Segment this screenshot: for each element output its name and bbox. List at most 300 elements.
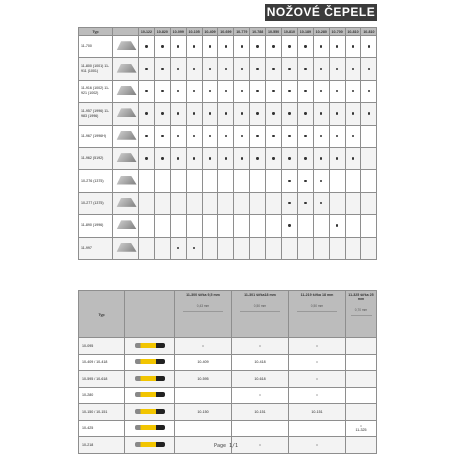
dot-icon xyxy=(304,135,306,137)
table-cell xyxy=(250,36,266,58)
dot-icon xyxy=(145,68,147,70)
dot-icon xyxy=(288,90,290,92)
dot-icon xyxy=(177,247,179,249)
table-cell xyxy=(361,80,377,102)
table-cell xyxy=(234,80,250,102)
row-label: 11-700 xyxy=(79,36,113,58)
table-cell xyxy=(282,147,298,169)
dot-icon xyxy=(256,112,258,114)
table-cell xyxy=(266,80,282,102)
table-cell xyxy=(170,125,186,147)
table-cell xyxy=(345,147,361,169)
table-cell xyxy=(346,354,377,371)
dot-icon xyxy=(209,68,211,70)
dot-icon xyxy=(304,68,306,70)
blade-icon xyxy=(115,153,137,162)
table-cell xyxy=(186,237,202,259)
dot-icon xyxy=(272,157,274,159)
table-cell xyxy=(186,58,202,80)
dot-icon xyxy=(304,112,306,114)
dot-icon xyxy=(161,45,163,47)
dot-icon xyxy=(352,157,354,159)
table-cell xyxy=(313,147,329,169)
table-cell xyxy=(170,80,186,102)
dot-icon xyxy=(288,157,290,159)
blade-icon xyxy=(115,220,137,229)
table-cell xyxy=(234,170,250,192)
row-label: 11-962 (5192) xyxy=(79,147,113,169)
dot-icon xyxy=(320,45,322,47)
dot-icon xyxy=(336,157,338,159)
table-cell xyxy=(250,58,266,80)
dot-icon xyxy=(336,224,338,226)
table-cell xyxy=(186,170,202,192)
blade-icon xyxy=(115,41,137,50)
table-cell xyxy=(186,192,202,214)
dot-icon xyxy=(145,45,147,47)
dot-icon xyxy=(225,68,227,70)
dot-icon xyxy=(272,45,274,47)
knife-icon xyxy=(135,343,165,348)
row-label: 10-150 / 10-151 xyxy=(79,404,125,421)
table-cell: 10-409 xyxy=(175,354,232,371)
table-cell xyxy=(313,215,329,237)
table-cell xyxy=(361,192,377,214)
blade-icon xyxy=(115,64,137,73)
dot-icon xyxy=(177,135,179,137)
page-title-banner: NOŽOVÉ ČEPELE xyxy=(266,5,376,19)
table-cell xyxy=(329,147,345,169)
table-cell xyxy=(139,147,155,169)
knife-image xyxy=(125,354,175,371)
table-row xyxy=(79,36,377,58)
table-row xyxy=(79,338,377,355)
table-cell xyxy=(361,58,377,80)
table-cell xyxy=(266,215,282,237)
row-label: 11-890 (1996) xyxy=(79,215,113,237)
dot-icon xyxy=(161,135,163,137)
table-cell xyxy=(282,192,298,214)
column-header xyxy=(346,291,377,338)
table-cell xyxy=(329,170,345,192)
table-cell xyxy=(345,125,361,147)
table-cell xyxy=(139,215,155,237)
table-cell xyxy=(345,237,361,259)
dot-icon xyxy=(193,157,195,159)
table-cell xyxy=(313,125,329,147)
table-cell xyxy=(234,103,250,125)
row-label: 10-280 xyxy=(79,387,125,404)
table-cell xyxy=(361,215,377,237)
table-cell xyxy=(282,125,298,147)
dot-icon xyxy=(209,135,211,137)
table-cell: 10-618 xyxy=(232,371,289,388)
table-row xyxy=(79,125,377,147)
blade-line xyxy=(240,311,279,312)
table-cell: • xyxy=(232,338,289,355)
table-cell xyxy=(154,58,170,80)
table-row xyxy=(79,215,377,237)
table-cell: • xyxy=(232,387,289,404)
table-cell xyxy=(170,237,186,259)
dot-icon xyxy=(320,90,322,92)
table-cell xyxy=(282,58,298,80)
table-cell xyxy=(297,80,313,102)
dot-icon xyxy=(161,68,163,70)
knife-icon xyxy=(135,359,165,364)
row-label: 11-997 xyxy=(79,237,113,259)
dot-icon xyxy=(177,45,179,47)
column-header: 10-550 xyxy=(266,28,282,36)
table-cell xyxy=(218,58,234,80)
knife-icon xyxy=(135,409,165,414)
column-header: 10-280 xyxy=(313,28,329,36)
table-cell xyxy=(234,215,250,237)
dot-icon xyxy=(241,112,243,114)
blade-image xyxy=(113,36,139,58)
table-cell: • xyxy=(175,338,232,355)
dot-icon xyxy=(352,45,354,47)
table-cell xyxy=(232,420,289,437)
table-cell xyxy=(297,147,313,169)
dot-icon xyxy=(288,45,290,47)
dot-icon xyxy=(256,45,258,47)
table-cell xyxy=(202,215,218,237)
column-title: 11-219 šířka 18 mm xyxy=(300,293,334,297)
knife-image xyxy=(125,338,175,355)
table-cell xyxy=(170,192,186,214)
dot-icon xyxy=(336,68,338,70)
table-cell xyxy=(345,103,361,125)
table-cell xyxy=(218,215,234,237)
dot-icon xyxy=(177,68,179,70)
table-row xyxy=(79,387,377,404)
table-cell xyxy=(361,103,377,125)
table-cell xyxy=(329,237,345,259)
blade-image xyxy=(113,192,139,214)
table-cell xyxy=(313,170,329,192)
column-header xyxy=(175,291,232,338)
row-label: 10-218 xyxy=(79,437,125,454)
table-cell xyxy=(175,420,232,437)
column-header: 10-105 xyxy=(186,28,202,36)
table-row xyxy=(79,354,377,371)
table-cell xyxy=(218,237,234,259)
table-cell xyxy=(139,80,155,102)
column-header: 10-810 xyxy=(282,28,298,36)
table-cell xyxy=(329,103,345,125)
table-cell xyxy=(234,237,250,259)
table-cell xyxy=(154,36,170,58)
dot-icon xyxy=(272,112,274,114)
dot-icon xyxy=(368,112,370,114)
table-row xyxy=(79,103,377,125)
table-cell xyxy=(250,237,266,259)
blade-icon xyxy=(115,198,137,207)
blade-thickness: 0,50 mm xyxy=(253,304,267,308)
table-cell xyxy=(170,170,186,192)
table-cell xyxy=(266,58,282,80)
dot-icon xyxy=(336,90,338,92)
table-cell xyxy=(329,80,345,102)
table-cell xyxy=(297,125,313,147)
table-cell xyxy=(361,170,377,192)
table-cell xyxy=(345,215,361,237)
table-cell xyxy=(266,125,282,147)
dot-icon xyxy=(161,90,163,92)
table-cell xyxy=(345,36,361,58)
table-cell xyxy=(154,103,170,125)
table-header-row xyxy=(79,28,377,36)
dot-icon xyxy=(145,157,147,159)
row-label: 11-957 (1996) 11-983 (1996) xyxy=(79,103,113,125)
table-cell xyxy=(154,147,170,169)
table-cell xyxy=(297,192,313,214)
table-cell xyxy=(154,237,170,259)
table-cell xyxy=(250,147,266,169)
dot-icon xyxy=(225,112,227,114)
dot-icon xyxy=(368,90,370,92)
table-cell xyxy=(234,36,250,58)
header-cell-type: Typ xyxy=(79,28,113,36)
table-cell xyxy=(346,387,377,404)
table-row xyxy=(79,170,377,192)
table-cell xyxy=(202,192,218,214)
dot-icon xyxy=(177,90,179,92)
blade-line xyxy=(351,315,372,316)
blade-compatibility-table xyxy=(78,27,377,260)
blade-icon xyxy=(115,86,137,95)
column-header: 10-810 xyxy=(345,28,361,36)
table-cell xyxy=(345,58,361,80)
table-cell xyxy=(345,80,361,102)
dot-icon xyxy=(193,247,195,249)
dot-icon xyxy=(352,68,354,70)
blade-icon xyxy=(115,131,137,140)
table-cell xyxy=(266,237,282,259)
header-cell-image xyxy=(113,28,139,36)
dot-icon xyxy=(209,157,211,159)
table-cell xyxy=(329,125,345,147)
dot-icon xyxy=(145,135,147,137)
dot-icon xyxy=(352,90,354,92)
dot-icon xyxy=(193,135,195,137)
table-cell xyxy=(346,371,377,388)
row-label: 11-916 (1002) 11-921 (1002) xyxy=(79,80,113,102)
table-row xyxy=(79,237,377,259)
table-cell xyxy=(329,215,345,237)
table-cell xyxy=(175,387,232,404)
table-row xyxy=(79,192,377,214)
table-row xyxy=(79,371,377,388)
dot-icon xyxy=(193,68,195,70)
column-title: 11-325 šířka 25 mm xyxy=(348,293,374,301)
table-cell xyxy=(218,147,234,169)
table-cell xyxy=(218,80,234,102)
table-cell xyxy=(282,80,298,102)
table-cell xyxy=(154,170,170,192)
blade-line xyxy=(183,311,222,312)
knife-icon xyxy=(135,425,165,430)
dot-icon xyxy=(256,135,258,137)
column-header: 10-099 xyxy=(170,28,186,36)
dot-icon xyxy=(304,202,306,204)
table-cell xyxy=(186,36,202,58)
table-cell xyxy=(139,237,155,259)
table-cell xyxy=(202,170,218,192)
table-cell xyxy=(218,170,234,192)
table-cell xyxy=(234,147,250,169)
column-header: 10-700 xyxy=(329,28,345,36)
table-cell xyxy=(202,80,218,102)
table-row xyxy=(79,404,377,421)
blade-icon xyxy=(115,243,137,252)
blade-image xyxy=(113,125,139,147)
dot-icon xyxy=(320,202,322,204)
blade-image xyxy=(113,58,139,80)
table-cell xyxy=(297,58,313,80)
table-cell: • xyxy=(289,354,346,371)
table-cell: 10-418 xyxy=(232,354,289,371)
knife-image xyxy=(125,404,175,421)
table-cell xyxy=(186,80,202,102)
dot-icon xyxy=(241,45,243,47)
table-cell xyxy=(139,36,155,58)
column-header: 10-810 xyxy=(361,28,377,36)
table-cell: 10-595 xyxy=(175,371,232,388)
blade-thickness: 0,50 mm xyxy=(310,304,324,308)
dot-icon xyxy=(288,68,290,70)
table-cell xyxy=(186,125,202,147)
blade-icon xyxy=(115,108,137,117)
dot-icon xyxy=(145,90,147,92)
row-label: 11-800 (1001) 11-911 (1001) xyxy=(79,58,113,80)
table-cell xyxy=(202,36,218,58)
table-cell xyxy=(139,58,155,80)
column-header: 10-820 xyxy=(154,28,170,36)
column-header: 10-409 xyxy=(202,28,218,36)
table-cell xyxy=(361,36,377,58)
table-cell xyxy=(313,36,329,58)
table-cell xyxy=(297,215,313,237)
blade-thickness: 0,70 mm xyxy=(354,308,368,312)
dot-icon xyxy=(193,90,195,92)
table-cell xyxy=(250,170,266,192)
dot-icon xyxy=(177,157,179,159)
table-cell xyxy=(282,237,298,259)
table-cell xyxy=(266,192,282,214)
table-cell xyxy=(218,36,234,58)
dot-icon xyxy=(288,180,290,182)
dot-icon xyxy=(225,135,227,137)
table-row xyxy=(79,58,377,80)
table-cell: • 11-325 xyxy=(346,420,377,437)
knife-image xyxy=(125,387,175,404)
blade-image xyxy=(113,170,139,192)
table-cell xyxy=(345,192,361,214)
table-header-row xyxy=(79,291,377,338)
column-header xyxy=(289,291,346,338)
column-header: 10-122 xyxy=(139,28,155,36)
table-cell xyxy=(361,237,377,259)
dot-icon xyxy=(368,68,370,70)
table-cell xyxy=(186,103,202,125)
table-cell xyxy=(250,125,266,147)
table-cell xyxy=(266,103,282,125)
blade-thickness: 0,43 mm xyxy=(196,304,210,308)
table-cell xyxy=(282,36,298,58)
table-cell xyxy=(361,125,377,147)
blade-image xyxy=(113,237,139,259)
dot-icon xyxy=(320,157,322,159)
blade-image xyxy=(113,80,139,102)
table-row xyxy=(79,420,377,437)
dot-icon xyxy=(193,112,195,114)
table-cell: • xyxy=(289,387,346,404)
row-label: 10-425 xyxy=(79,420,125,437)
table-cell xyxy=(313,103,329,125)
row-label: 10-277 (1375) xyxy=(79,192,113,214)
column-title: 11-300 šířka 9,5 mm xyxy=(186,293,220,297)
table-cell xyxy=(154,192,170,214)
table-cell xyxy=(250,192,266,214)
dot-icon xyxy=(320,180,322,182)
table-cell xyxy=(139,103,155,125)
blade-line xyxy=(297,311,336,312)
knife-image xyxy=(125,371,175,388)
table-cell xyxy=(297,36,313,58)
blade-image xyxy=(113,103,139,125)
dot-icon xyxy=(272,90,274,92)
table-cell xyxy=(170,36,186,58)
blade-icon xyxy=(115,176,137,185)
dot-icon xyxy=(288,135,290,137)
table-cell: • xyxy=(289,437,346,454)
knife-blade-table xyxy=(78,290,377,454)
table-cell xyxy=(170,58,186,80)
table-cell xyxy=(329,58,345,80)
table-row xyxy=(79,147,377,169)
table-cell xyxy=(170,103,186,125)
dot-icon xyxy=(304,90,306,92)
table-cell xyxy=(154,80,170,102)
dot-icon xyxy=(256,157,258,159)
table-cell: • xyxy=(289,338,346,355)
dot-icon xyxy=(177,112,179,114)
table-cell xyxy=(186,147,202,169)
dot-icon xyxy=(304,45,306,47)
table-cell xyxy=(361,147,377,169)
dot-icon xyxy=(225,45,227,47)
table-cell xyxy=(218,125,234,147)
dot-icon xyxy=(241,90,243,92)
table-cell xyxy=(266,147,282,169)
table-cell xyxy=(139,170,155,192)
table-cell xyxy=(250,103,266,125)
table-cell xyxy=(313,192,329,214)
table-cell xyxy=(346,338,377,355)
table-cell xyxy=(313,237,329,259)
table-cell xyxy=(139,125,155,147)
dot-icon xyxy=(320,135,322,137)
dot-icon xyxy=(209,90,211,92)
table-row xyxy=(79,80,377,102)
table-cell xyxy=(234,125,250,147)
table-cell xyxy=(250,80,266,102)
dot-icon xyxy=(241,68,243,70)
dot-icon xyxy=(336,135,338,137)
table-cell xyxy=(329,192,345,214)
